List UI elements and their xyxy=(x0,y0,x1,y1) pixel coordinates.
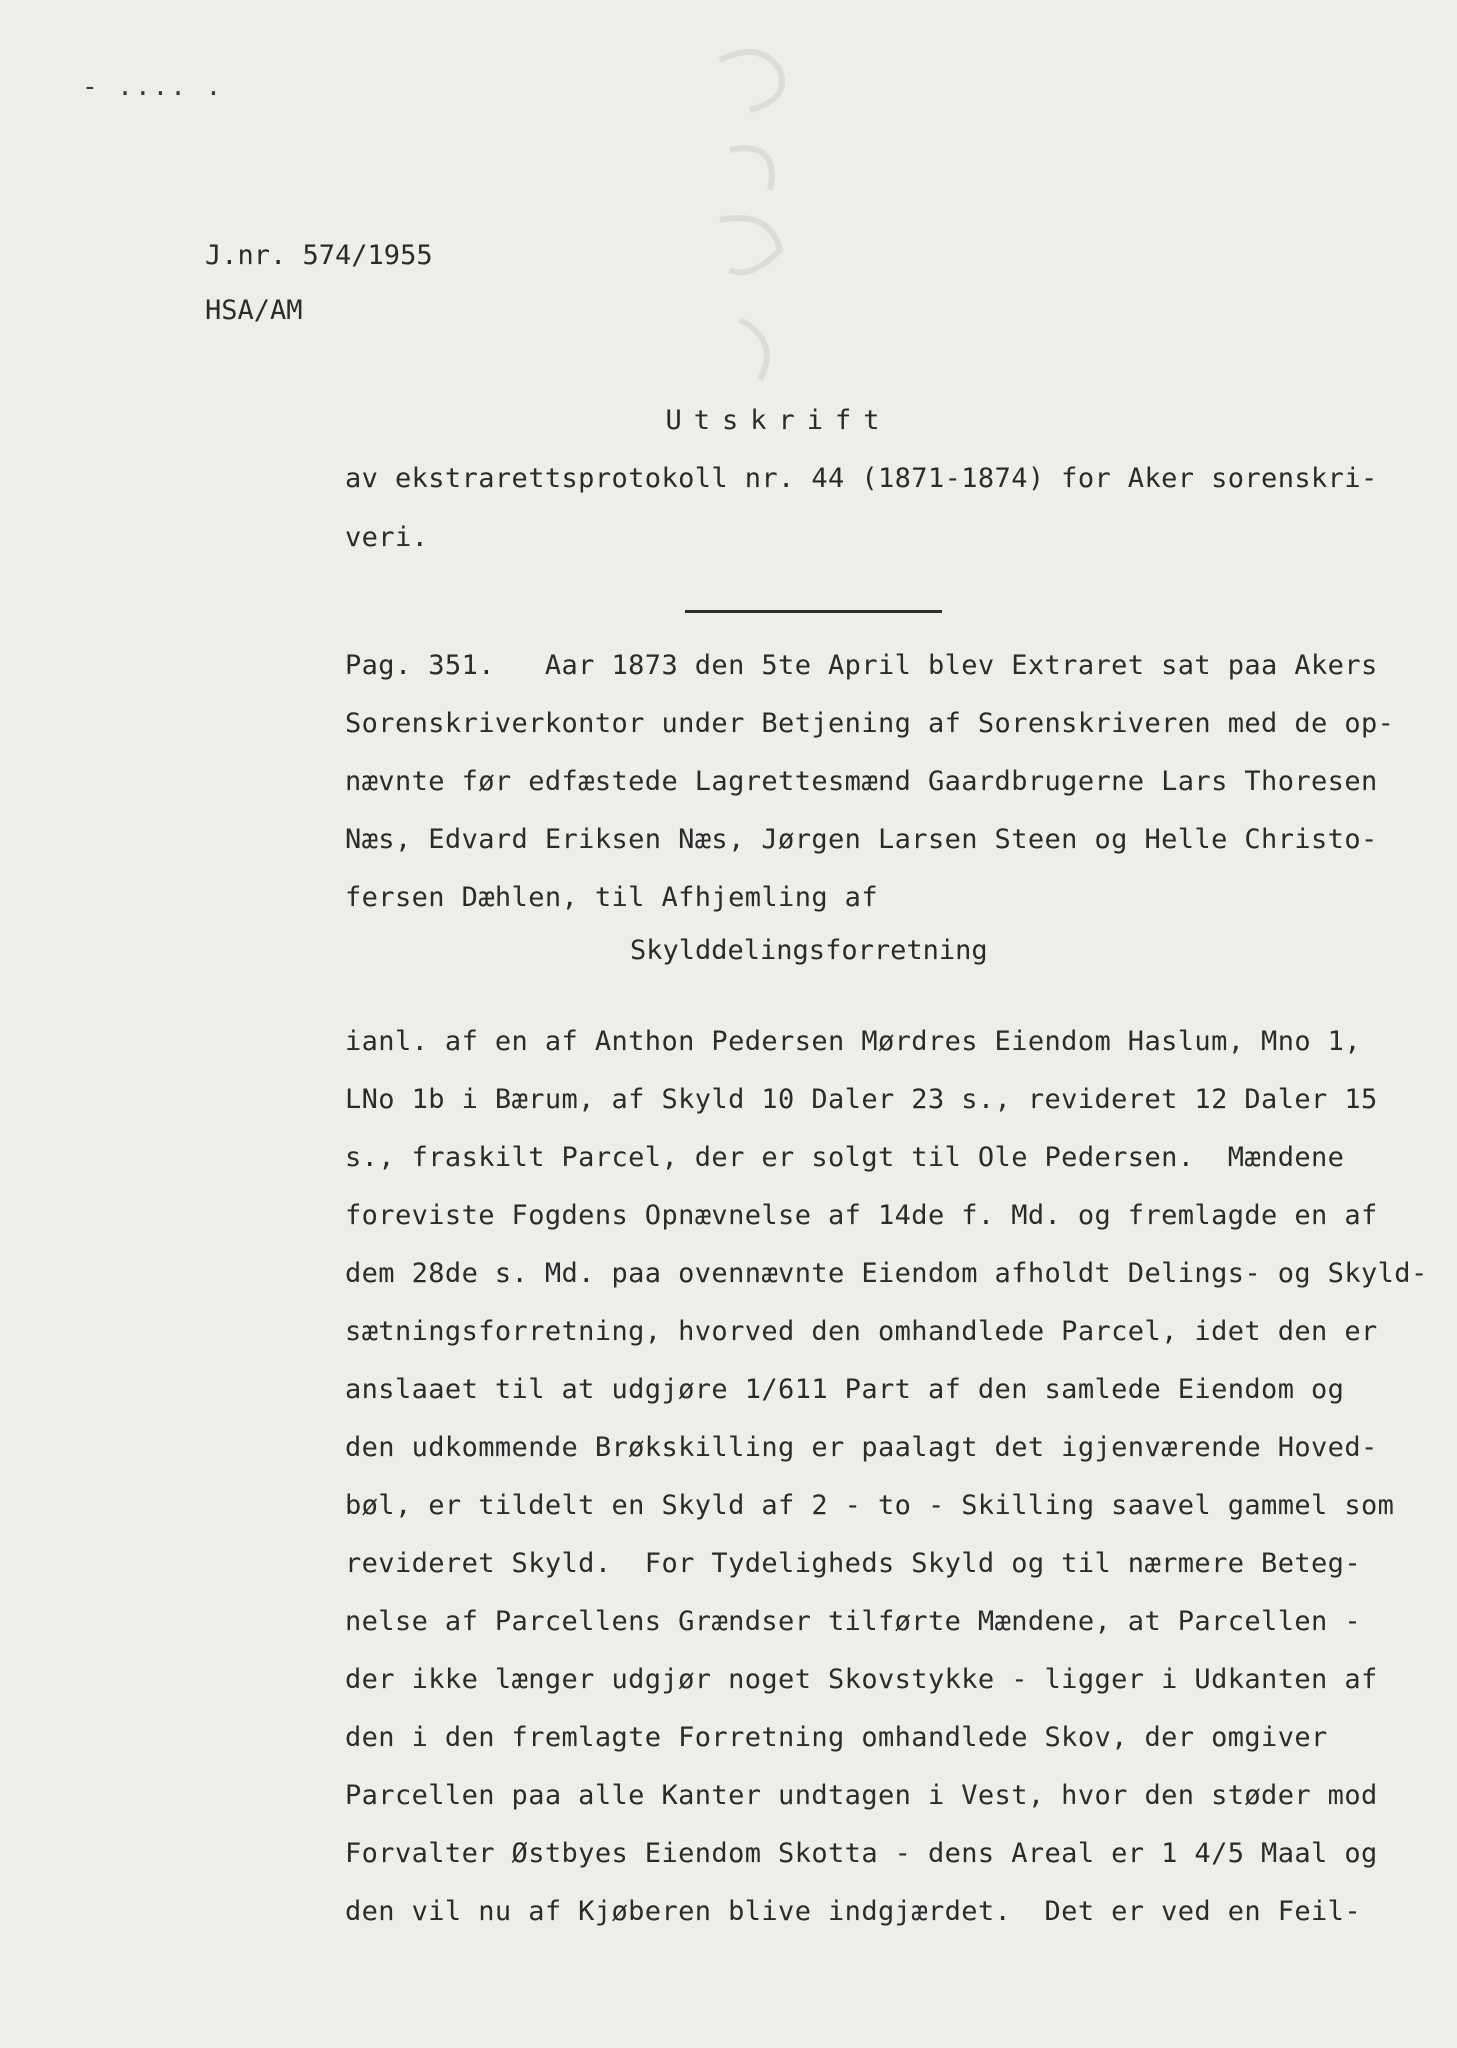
body-line: bøl, er tildelt en Skyld af 2 - to - Skilling saavel gammel som xyxy=(345,1490,1395,1521)
body-line: ianl. af en af Anthon Pedersen Mørdres Eiendom Haslum, Mno 1, xyxy=(345,1026,1361,1057)
body-line: fersen Dæhlen, til Afhjemling af xyxy=(345,882,878,913)
body-line: nævnte før edfæstede Lagrettesmænd Gaardbrugerne Lars Thoresen xyxy=(345,766,1378,797)
body-line: dem 28de s. Md. paa ovennævnte Eiendom afholdt Delings- og Skyld- xyxy=(345,1258,1428,1289)
body-line: den udkommende Brøkskilling er paalagt det igjenværende Hoved- xyxy=(345,1432,1378,1463)
section-heading: Skylddelingsforretning xyxy=(630,935,988,966)
separator-rule xyxy=(685,610,942,613)
bleed-through-marks xyxy=(690,40,830,400)
body-line: Næs, Edvard Eriksen Næs, Jørgen Larsen Steen og Helle Christo- xyxy=(345,824,1378,855)
corner-mark: - .... . xyxy=(82,72,224,102)
journal-number: J.nr. 574/1955 xyxy=(205,240,433,271)
body-line: Forvalter Østbyes Eiendom Skotta - dens Areal er 1 4/5 Maal og xyxy=(345,1838,1378,1869)
body-line: den i den fremlagte Forretning omhandlede Skov, der omgiver xyxy=(345,1722,1328,1753)
body-line: anslaaet til at udgjøre 1/611 Part af den samlede Eiendom og xyxy=(345,1374,1345,1405)
body-line: sætningsforretning, hvorved den omhandlede Parcel, idet den er xyxy=(345,1316,1378,1347)
initials: HSA/AM xyxy=(205,295,303,326)
body-line: LNo 1b i Bærum, af Skyld 10 Daler 23 s., revideret 12 Daler 15 xyxy=(345,1084,1378,1115)
body-line: der ikke længer udgjør noget Skovstykke - ligger i Udkanten af xyxy=(345,1664,1378,1695)
body-line: Sorenskriverkontor under Betjening af Sorenskriveren med de op- xyxy=(345,708,1395,739)
body-line: revideret Skyld. For Tydeligheds Skyld og til nærmere Beteg- xyxy=(345,1548,1361,1579)
body-line: Pag. 351. Aar 1873 den 5te April blev Extraret sat paa Akers xyxy=(345,650,1378,681)
body-line: s., fraskilt Parcel, der er solgt til Ole Pedersen. Mændene xyxy=(345,1142,1345,1173)
body-line: den vil nu af Kjøberen blive indgjærdet. Det er ved en Feil- xyxy=(345,1896,1361,1927)
subtitle-line: av ekstrarettsprotokoll nr. 44 (1871-1874) for Aker sorenskri- xyxy=(345,463,1378,494)
body-line: Parcellen paa alle Kanter undtagen i Vest, hvor den støder mod xyxy=(345,1780,1378,1811)
body-line: foreviste Fogdens Opnævnelse af 14de f. Md. og fremlagde en af xyxy=(345,1200,1378,1231)
subtitle-line: veri. xyxy=(345,522,429,553)
document-title: Utskrift xyxy=(665,405,892,436)
body-line: nelse af Parcellens Grændser tilførte Mændene, at Parcellen - xyxy=(345,1606,1361,1637)
